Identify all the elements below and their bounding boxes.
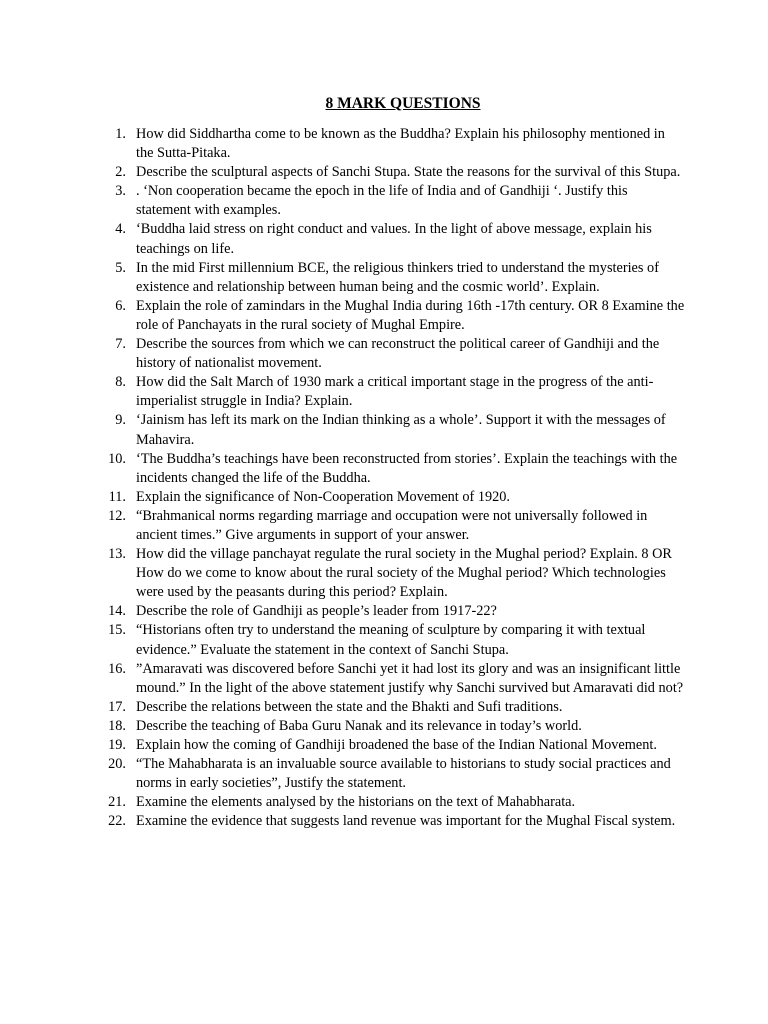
question-number: 20.: [108, 756, 126, 773]
list-item: [95, 717, 685, 736]
page-title: 8 MARK QUESTIONS: [325, 95, 481, 112]
question-number: 17.: [108, 698, 126, 715]
question-number: 1.: [115, 126, 126, 142]
question-text: Describe the sculptural aspects of Sanchi Stupa. State the reasons for the survival of this Stupa.: [136, 164, 681, 181]
question-number: 11.: [108, 488, 126, 505]
list-item: [95, 411, 685, 449]
question-text: Describe the role of Gandhiji as people’s leader from 1917-22?: [136, 603, 497, 620]
list-item: [95, 220, 685, 258]
question-text: “Brahmanical norms regarding marriage and occupation were not universally followed in ancient times.” Give arguments in support of your answer.: [136, 507, 648, 543]
question-text: . ‘Non cooperation became the epoch in the life of India and of Gandhiji ‘. Justify this statement with examples.: [136, 183, 628, 219]
question-text: Describe the sources from which we can reconstruct the political career of Gandhiji and the history of nationalist movement.: [136, 336, 660, 372]
list-item: [95, 812, 685, 831]
question-text: How did the village panchayat regulate the rural society in the Mughal period? Explain. 8 OR How do we come to know about the rural society of the Mughal period? Which technologies were used by the peasants during this period? Explain.: [136, 546, 672, 601]
question-text: Examine the elements analysed by the historians on the text of Mahabharata.: [136, 794, 576, 811]
list-item: [95, 755, 685, 793]
question-text: Describe the relations between the state and the Bhakti and Sufi traditions.: [136, 698, 563, 715]
list-item: [95, 545, 685, 602]
question-text: In the mid First millennium BCE, the religious thinkers tried to understand the mysteries of existence and relationship between human being and the cosmic world’. Explain.: [136, 259, 659, 295]
question-number: 7.: [115, 336, 126, 353]
list-item: [95, 450, 685, 488]
list-item: [95, 507, 685, 545]
question-number: 19.: [108, 737, 126, 753]
list-item: [95, 297, 685, 335]
list-item: [95, 335, 685, 373]
question-text: Examine the evidence that suggests land revenue was important for the Mughal Fiscal system.: [136, 813, 676, 830]
list-item: [95, 793, 685, 812]
question-text: ‘The Buddha’s teachings have been reconstructed from stories’. Explain the teachings with the incidents changed the life of the Buddha.: [136, 450, 678, 486]
question-number: 8.: [115, 374, 126, 391]
question-number: 15.: [108, 622, 126, 639]
question-text: Describe the teaching of Baba Guru Nanak and its relevance in today’s world.: [136, 717, 582, 734]
question-number: 4.: [115, 221, 126, 238]
question-text: How did the Salt March of 1930 mark a critical important stage in the progress of the anti-imperialist struggle in India? Explain.: [136, 374, 654, 410]
question-text: Explain how the coming of Gandhiji broadened the base of the Indian National Movement.: [136, 737, 657, 753]
question-text: “The Mahabharata is an invaluable source available to historians to study social practices and norms in early societies”, Justify the statement.: [136, 756, 671, 792]
question-number: 3.: [115, 183, 126, 200]
list-item: [95, 125, 685, 163]
question-number: 13.: [108, 546, 126, 563]
question-text: “Historians often try to understand the meaning of sculpture by comparing it with textual evidence.” Evaluate the statement in the context of Sanchi Stupa.: [136, 622, 646, 658]
question-text: ‘Buddha laid stress on right conduct and values. In the light of above message, explain his teachings on life.: [136, 221, 652, 257]
list-item: [95, 602, 685, 621]
list-item: [95, 660, 685, 698]
question-number: 14.: [108, 603, 126, 620]
question-text: ‘Jainism has left its mark on the Indian thinking as a whole’. Support it with the messages of Mahavira.: [136, 412, 666, 448]
question-number: 18.: [108, 717, 126, 734]
question-number: 5.: [115, 259, 126, 276]
list-item: [95, 259, 685, 297]
list-item: [95, 488, 685, 507]
question-number: 16.: [108, 660, 126, 677]
question-text: Explain the role of zamindars in the Mughal India during 16th -17th century. OR 8 Examine the role of Panchayats in the rural society of Mughal Empire.: [136, 297, 685, 333]
question-list: [95, 125, 685, 831]
question-number: 12.: [108, 507, 126, 524]
list-item: [95, 698, 685, 717]
list-item: [95, 736, 685, 755]
question-text: ”Amaravati was discovered before Sanchi yet it had lost its glory and was an insignificant little mound.” In the light of the above statement justify why Sanchi survived but Amaravati did not?: [136, 660, 684, 696]
question-number: 2.: [115, 164, 126, 181]
question-number: 22.: [108, 813, 126, 830]
list-item: [95, 163, 685, 182]
question-number: 21.: [108, 794, 126, 811]
question-text: Explain the significance of Non-Cooperation Movement of 1920.: [136, 488, 511, 505]
list-item: [95, 373, 685, 411]
question-number: 6.: [115, 297, 126, 314]
list-item: [95, 621, 685, 659]
question-number: 9.: [115, 412, 126, 429]
question-text: How did Siddhartha come to be known as the Buddha? Explain his philosophy mentioned in the Sutta-Pitaka.: [136, 126, 665, 162]
question-number: 10.: [108, 450, 126, 467]
list-item: [95, 182, 685, 220]
